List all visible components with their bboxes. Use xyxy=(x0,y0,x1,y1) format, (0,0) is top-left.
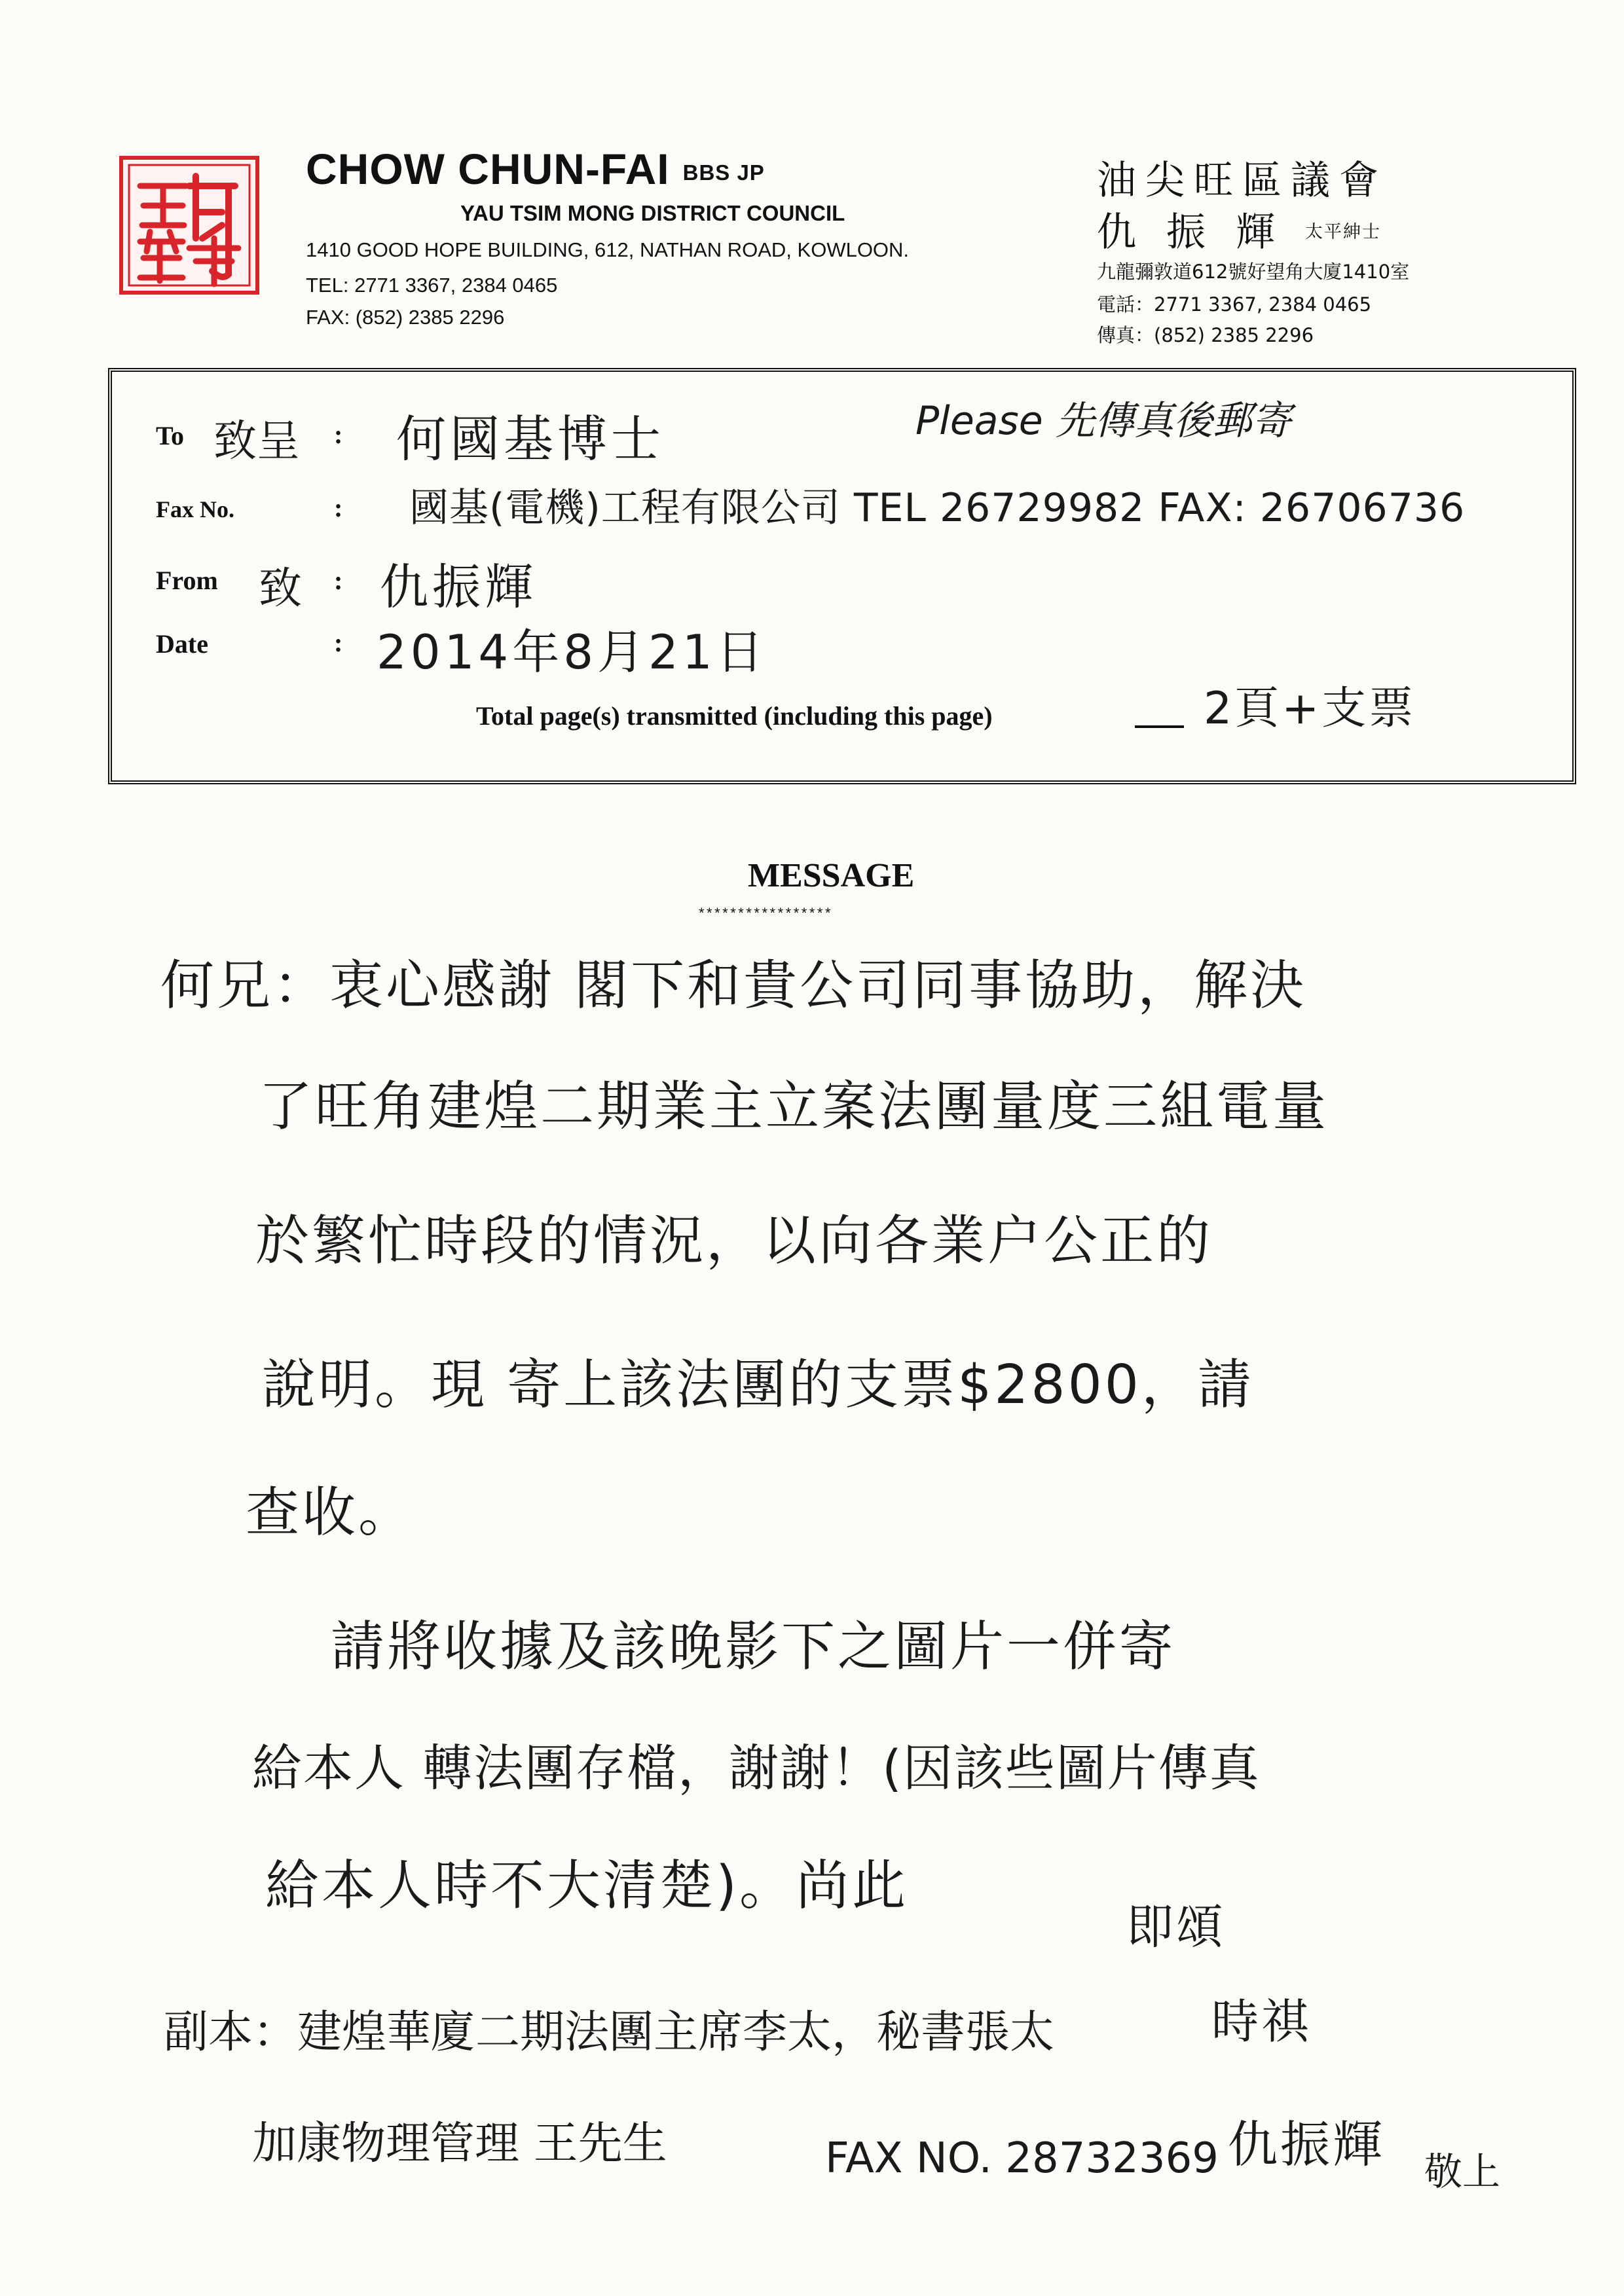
to-label: To xyxy=(156,421,185,450)
message-line-8: 給本人時不大清楚)。尚此 xyxy=(265,1855,908,1917)
sender-name-zh xyxy=(1097,201,1381,257)
from-label: From xyxy=(156,566,218,595)
address-en: 1410 GOOD HOPE BUILDING, 612, NATHAN ROAD, KOWLOON. xyxy=(306,238,910,261)
message-line-5: 查收。 xyxy=(246,1482,415,1544)
message-line-3: 於繁忙時段的情況，以向各業户公正的 xyxy=(255,1210,1213,1272)
message-divider-stars: ***************** xyxy=(699,905,834,921)
to-colon: : xyxy=(334,420,343,449)
message-line-6: 請將收據及該晚影下之圖片一併寄 xyxy=(331,1616,1176,1678)
telephone-en: TEL: 2771 3367, 2384 0465 xyxy=(306,274,558,297)
to-value: 何國基博士 xyxy=(396,410,665,468)
message-line-4: 說明。現 寄上該法團的支票$2800，請 xyxy=(262,1354,1254,1416)
closing-greeting: 即頌 xyxy=(1126,1899,1227,1954)
council-name-zh: 油尖旺區議會 xyxy=(1097,158,1388,204)
signature: 仇振輝 xyxy=(1228,2115,1385,2174)
message-line-2: 了旺角建煌二期業主立案法團量度三組電量 xyxy=(259,1076,1329,1138)
fax-number-value: 國基(電機)工程有限公司 TEL 26729982 FAX: 26706736 xyxy=(409,485,1466,531)
seal-stamp-graphic xyxy=(123,160,255,291)
fax-number-colon: : xyxy=(334,493,343,522)
message-line-1: 何兄：衷心感謝 閣下和貴公司同事協助，解決 xyxy=(160,955,1307,1017)
from-label-zh: 致 xyxy=(259,563,302,613)
message-title: MESSAGE xyxy=(748,857,915,894)
sender-name-en-text: CHOW CHUN-FAI xyxy=(306,145,670,193)
council-name-en: YAU TSIM MONG DISTRICT COUNCIL xyxy=(460,201,845,225)
address-zh: 九龍彌敦道612號好望角大廈1410室 xyxy=(1097,261,1410,283)
fax-number-label: Fax No. xyxy=(156,496,234,522)
sign-off: 敬上 xyxy=(1424,2149,1501,2194)
sender-name-zh-text: 仇振輝 xyxy=(1097,210,1305,255)
date-label: Date xyxy=(156,629,208,659)
seal-stamp xyxy=(119,156,259,295)
sender-honors-en: BBS JP xyxy=(682,160,765,185)
from-value: 仇振輝 xyxy=(380,559,537,615)
date-value: 2014年8月21日 xyxy=(377,625,767,680)
total-pages-label: Total page(s) transmitted (including this page) xyxy=(476,701,993,731)
total-pages-value: 2頁+支票 xyxy=(1204,683,1416,735)
cc-fax-number: FAX NO. 28732369 xyxy=(825,2134,1219,2183)
send-instruction: Please 先傳真後郵寄 xyxy=(915,398,1291,444)
to-label-zh: 致呈 xyxy=(213,416,300,466)
cc-line-1: 副本：建煌華廈二期法團主席李太，秘書張太 xyxy=(164,2007,1055,2058)
message-line-7: 給本人 轉法團存檔，謝謝！(因該些圖片傳真 xyxy=(252,1739,1261,1797)
sender-honors-zh: 太平紳士 xyxy=(1305,222,1381,242)
from-colon: : xyxy=(334,566,343,595)
sender-name-en xyxy=(306,144,765,194)
total-pages-underline xyxy=(1135,725,1184,728)
telephone-zh: 電話：2771 3367, 2384 0465 xyxy=(1097,293,1372,316)
fax-en: FAX: (852) 2385 2296 xyxy=(306,306,505,329)
cc-line-2: 加康物理管理 王先生 xyxy=(252,2118,667,2170)
fax-zh: 傳真：(852) 2385 2296 xyxy=(1097,324,1314,346)
closing-wish: 時祺 xyxy=(1211,1994,1312,2049)
date-colon: : xyxy=(334,628,343,657)
